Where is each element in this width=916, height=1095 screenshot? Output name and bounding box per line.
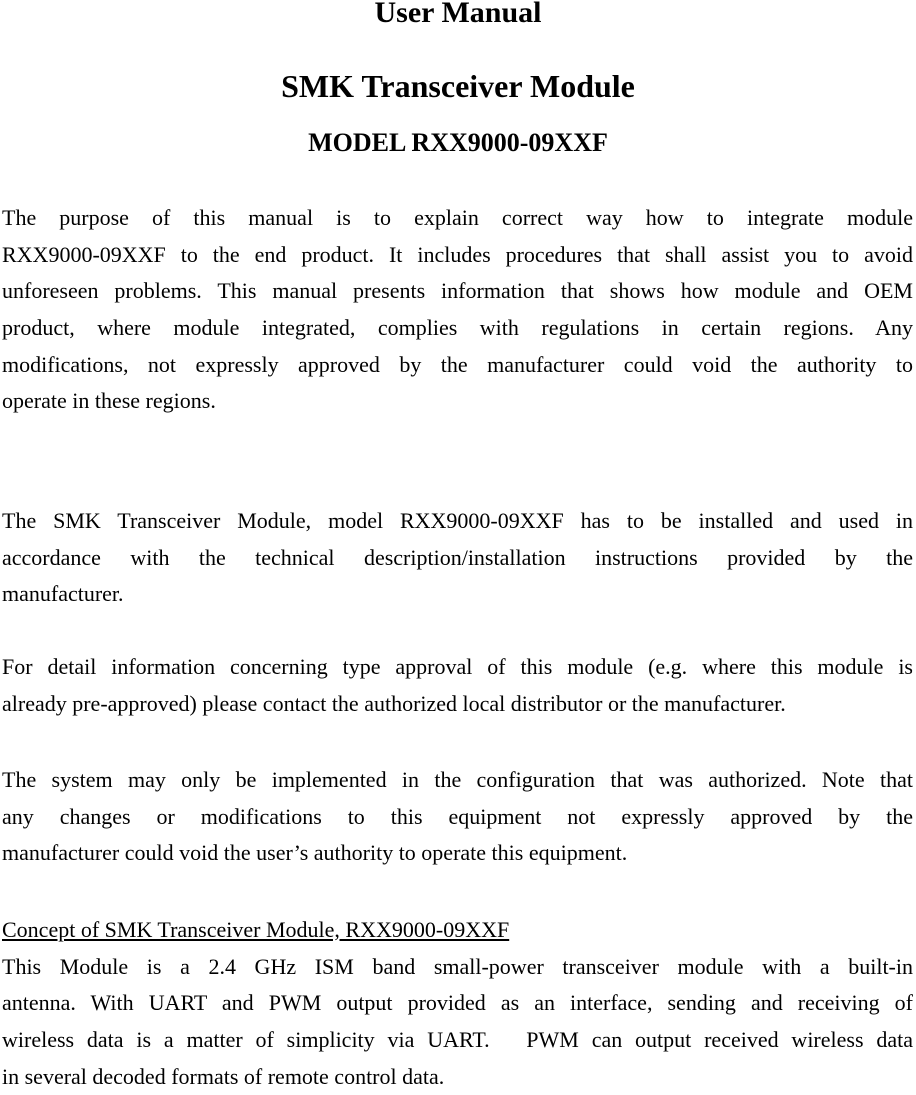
text-line: in several decoded formats of remote control data.: [2, 1063, 445, 1089]
paragraph-configuration: [2, 762, 913, 872]
paragraph-type-approval: [2, 649, 913, 722]
text-line: For detail information concerning type approval of this module (e.g. where this module is: [2, 654, 913, 679]
text-line: The system may only be implemented in the configuration that was authorized. Note that: [2, 767, 913, 792]
document-subtitle: SMK Transceiver Module: [281, 68, 635, 104]
text-line: any changes or modifications to this equipment not expressly approved by the: [2, 803, 913, 829]
text-line: This Module is a 2.4 GHz ISM band small-power transceiver module with a built-in: [2, 953, 913, 979]
text-line: manufacturer could void the user’s authority to operate this equipment.: [2, 840, 628, 866]
text-line: manufacturer.: [2, 581, 124, 607]
section-heading: Concept of SMK Transceiver Module, RXX9000-09XXF: [2, 917, 510, 942]
text-line: antenna. With UART and PWM output provided as an interface, sending and receiving of: [2, 990, 913, 1016]
model-number: MODEL RXX9000-09XXF: [308, 128, 608, 157]
text-line: The purpose of this manual is to explain correct way how to integrate module: [2, 205, 913, 230]
text-line: already pre-approved) please contact the authorized local distributor or the manufacturer.: [2, 690, 786, 716]
text-line: product, where module integrated, complies with regulations in certain regions. Any: [2, 315, 913, 341]
text-line: RXX9000-09XXF to the end product. It includes procedures that shall assist you to avoid: [2, 241, 913, 267]
paragraph-purpose: [2, 200, 913, 420]
text-line: operate in these regions.: [2, 388, 216, 414]
text-line: wireless data is a matter of simplicity via UART. PWM can output received wireless data: [2, 1027, 913, 1053]
section-concept: [2, 912, 913, 1095]
text-line: accordance with the technical description/installation instructions provided by the: [2, 544, 913, 570]
document-title: User Manual: [374, 0, 542, 29]
text-line: unforeseen problems. This manual presents information that shows how module and OEM: [2, 278, 913, 304]
text-line: modifications, not expressly approved by the manufacturer could void the authority to: [2, 351, 913, 377]
paragraph-installation: [2, 503, 913, 613]
text-line: The SMK Transceiver Module, model RXX9000-09XXF has to be installed and used in: [2, 508, 913, 533]
